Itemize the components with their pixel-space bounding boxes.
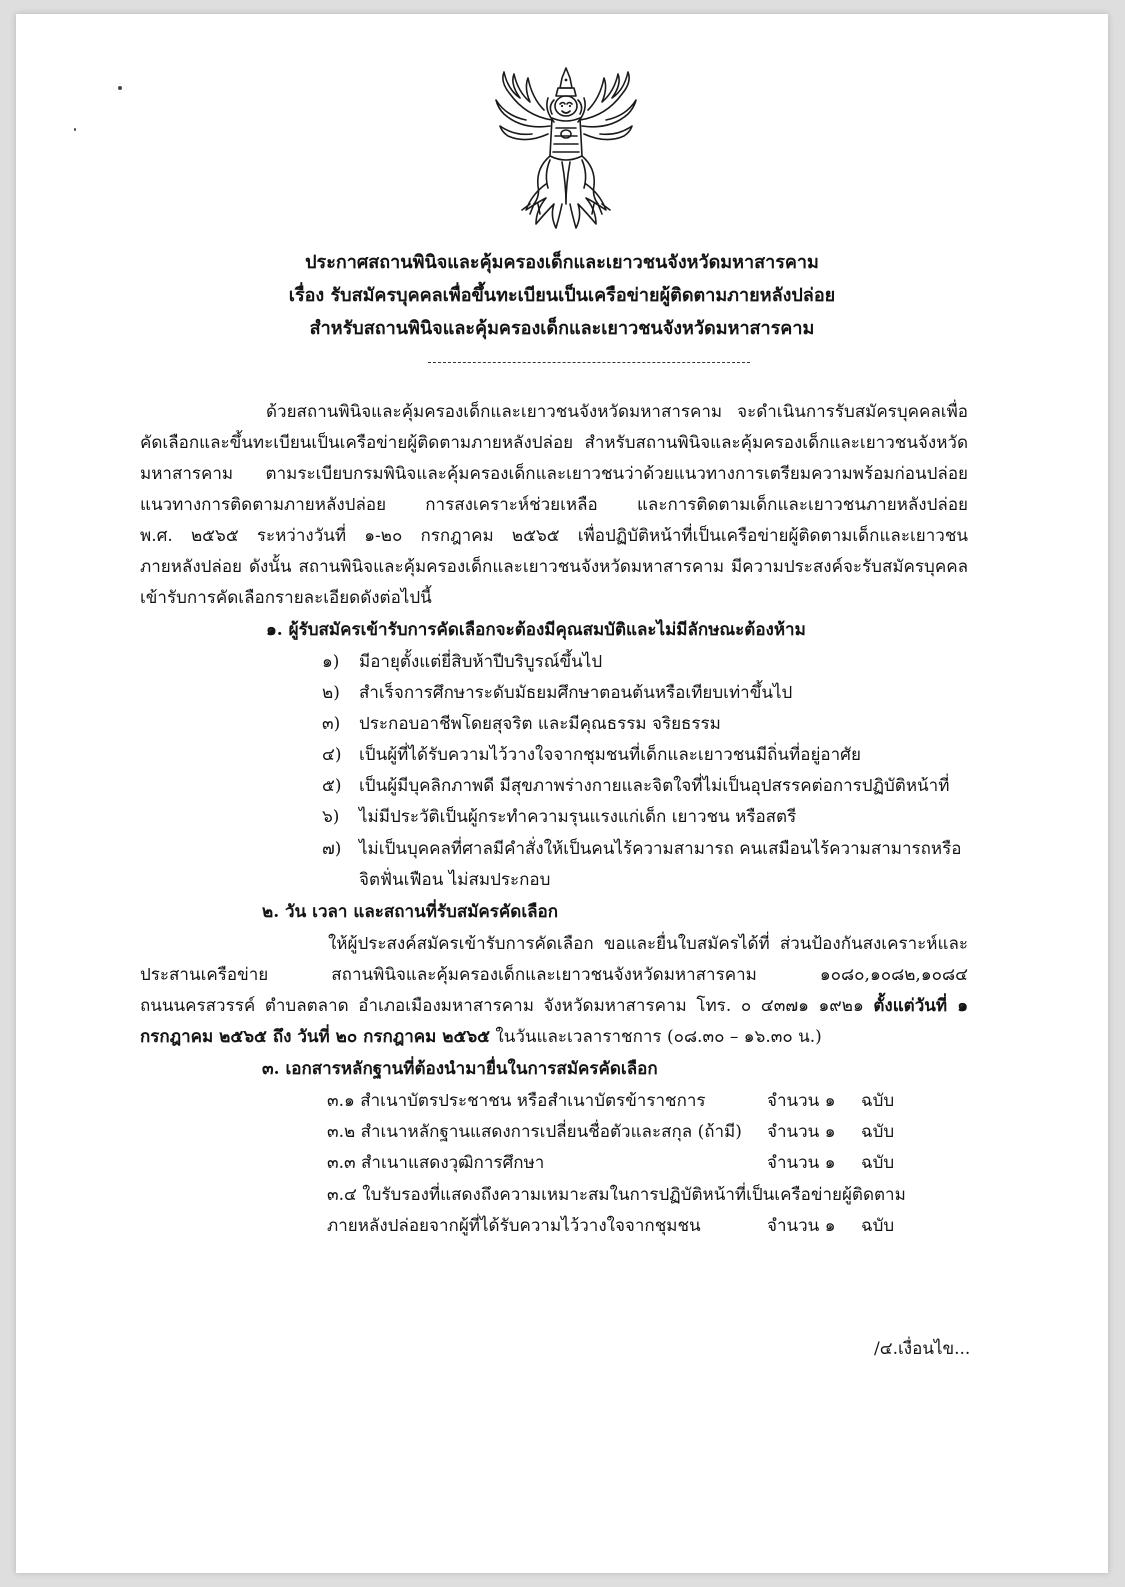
- qualification-item-number: ๒): [322, 683, 340, 703]
- qualification-item-text: เป็นผู้ที่ได้รับความไว้วางใจจากชุมชนที่เด็กและเยาวชนมีถิ่นที่อยู่อาศัย: [359, 745, 861, 765]
- qualification-item: [322, 805, 796, 829]
- document-item: [327, 1120, 927, 1144]
- section-2-heading: ๒. วัน เวลา และสถานที่รับสมัครคัดเลือก: [262, 902, 559, 922]
- intro-line-4: แนวทางการติดตามภายหลังปล่อย การสงเคราะห์ช่วยเหลือ และการติดตามเด็กและเยาวชนภายหลังปล่อย: [140, 495, 968, 515]
- document-item-4-line-2: ภายหลังปล่อยจากผู้ที่ได้รับความไว้วางใจจากชุมชน: [327, 1216, 701, 1236]
- qualification-item-number: ๑): [322, 652, 340, 672]
- intro-line-1: ด้วยสถานพินิจและคุ้มครองเด็กและเยาวชนจังหวัดมหาสารคาม จะดำเนินการรับสมัครบุคคลเพื่อ: [266, 402, 968, 422]
- section-2-line-2: ประสานเครือข่าย สถานพินิจและคุ้มครองเด็กและเยาวชนจังหวัดมหาสารคาม ๑๐๘๐,๑๐๘๒,๑๐๘๔: [140, 965, 968, 985]
- qualification-item-text: เป็นผู้มีบุคลิกภาพดี มีสุขภาพร่างกายและจิตใจที่ไม่เป็นอุปสรรคต่อการปฏิบัติหน้าที่: [359, 776, 950, 796]
- qualification-item-text: สำเร็จการศึกษาระดับมัธยมศึกษาตอนต้นหรือเทียบเท่าขึ้นไป: [359, 683, 793, 703]
- qualification-item: [322, 837, 961, 861]
- qualification-item: [322, 650, 602, 674]
- section-2-date-range: กรกฎาคม ๒๕๖๕ ถึง วันที่ ๒๐ กรกฎาคม ๒๕๖๕: [140, 1027, 491, 1047]
- qualification-item-number: ๕): [322, 776, 342, 796]
- document-item-4-line-1: ๓.๔ ใบรับรองที่แสดงถึงความเหมาะสมในการปฏิบัติหน้าที่เป็นเครือข่ายผู้ติดตาม: [327, 1185, 906, 1205]
- qualification-item-number: ๓): [322, 714, 341, 734]
- document-unit: ฉบับ: [861, 1122, 895, 1142]
- qualification-item-text: ไม่มีประวัติเป็นผู้กระทำความรุนแรงแก่เด็ก เยาวชน หรือสตรี: [359, 807, 797, 827]
- garuda-emblem-icon: [486, 64, 646, 234]
- document-unit: ฉบับ: [861, 1153, 895, 1173]
- document-label: ๓.๓ สำเนาแสดงวุฒิการศึกษา: [327, 1153, 545, 1173]
- scan-speck: [74, 128, 76, 131]
- document-item: [327, 1151, 927, 1175]
- page-continuation-note: /๔.เงื่อนไข...: [874, 1339, 971, 1359]
- qualification-item: [322, 712, 721, 736]
- title-line-3: สำหรับสถานพินิจและคุ้มครองเด็กและเยาวชนจังหวัดมหาสารคาม: [309, 318, 815, 339]
- document-unit: ฉบับ: [861, 1091, 895, 1111]
- qualification-item-text: มีอายุตั้งแต่ยี่สิบห้าปีบริบูรณ์ขึ้นไป: [359, 652, 603, 672]
- section-2-line-4: [140, 1025, 822, 1049]
- document-item-4: [327, 1214, 927, 1238]
- qualification-item: [322, 681, 792, 705]
- section-2-line-1: ให้ผู้ประสงค์สมัครเข้ารับการคัดเลือก ขอและยื่นใบสมัครได้ที่ ส่วนป้องกันสงเคราะห์และ: [328, 934, 968, 954]
- qualification-item-text: ไม่เป็นบุคคลที่ศาลมีคำสั่งให้เป็นคนไร้ความสามารถ คนเสมือนไร้ความสามารถหรือ: [359, 839, 962, 859]
- document-label: ๓.๒ สำเนาหลักฐานแสดงการเปลี่ยนชื่อตัวและสกุล (ถ้ามี): [327, 1122, 742, 1142]
- document-item: [327, 1089, 927, 1113]
- section-1-heading: ๑. ผู้รับสมัครเข้ารับการคัดเลือกจะต้องมีคุณสมบัติและไม่มีลักษณะต้องห้าม: [266, 620, 806, 640]
- intro-line-7: เข้ารับการคัดเลือกรายละเอียดดังต่อไปนี้: [140, 588, 432, 608]
- qualification-item-7-continuation: จิตฟั่นเฟือน ไม่สมประกอบ: [359, 870, 551, 890]
- document-page: [16, 14, 1108, 1573]
- document-unit: ฉบับ: [861, 1216, 895, 1236]
- section-3-heading: ๓. เอกสารหลักฐานที่ต้องนำมายื่นในการสมัครคัดเลือก: [262, 1059, 658, 1079]
- document-count: จำนวน ๑: [767, 1153, 836, 1173]
- announcement-title: [16, 246, 1108, 345]
- qualification-item-number: ๗): [322, 839, 342, 859]
- intro-line-3: มหาสารคาม ตามระเบียบกรมพินิจและคุ้มครองเด็กและเยาวชนว่าด้วยแนวทางการเตรียมความพร้อมก่อนปล่อย: [140, 464, 968, 484]
- section-2-date-start: ตั้งแต่วันที่ ๑: [873, 996, 968, 1016]
- document-count: จำนวน ๑: [767, 1216, 836, 1236]
- title-line-2: เรื่อง รับสมัครบุคคลเพื่อขึ้นทะเบียนเป็นเครือข่ายผู้ติดตามภายหลังปล่อย: [288, 285, 836, 306]
- intro-line-5: พ.ศ. ๒๕๖๕ ระหว่างวันที่ ๑-๒๐ กรกฎาคม ๒๕๖๕ เพื่อปฏิบัติหน้าที่เป็นเครือข่ายผู้ติดตามเด็กและเยาวชน: [140, 526, 968, 546]
- qualification-item-text: ประกอบอาชีพโดยสุจริต และมีคุณธรรม จริยธรรม: [359, 714, 721, 734]
- qualification-item: [322, 774, 949, 798]
- section-2-address: ถนนนครสวรรค์ ตำบลตลาด อำเภอเมืองมหาสารคาม จังหวัดมหาสารคาม โทร. ๐ ๔๓๗๑ ๑๙๒๑: [140, 996, 874, 1016]
- document-count: จำนวน ๑: [767, 1122, 836, 1142]
- intro-line-2: คัดเลือกและขึ้นทะเบียนเป็นเครือข่ายผู้ติดตามภายหลังปล่อย สำหรับสถานพินิจและคุ้มครองเด็กและเยาวชนจังหวัด: [140, 433, 968, 453]
- qualification-item: [322, 743, 861, 767]
- section-2-office-hours: ในวันและเวลาราชการ (๐๘.๓๐ – ๑๖.๓๐ น.): [490, 1027, 822, 1047]
- section-2-line-3: [140, 994, 968, 1018]
- qualification-item-number: ๔): [322, 745, 342, 765]
- title-line-1: ประกาศสถานพินิจและคุ้มครองเด็กและเยาวชนจังหวัดมหาสารคาม: [305, 252, 819, 273]
- title-divider: [428, 362, 750, 363]
- document-label: ๓.๑ สำเนาบัตรประชาชน หรือสำเนาบัตรข้าราชการ: [327, 1091, 706, 1111]
- intro-line-6: ภายหลังปล่อย ดังนั้น สถานพินิจและคุ้มครองเด็กและเยาวชนจังหวัดมหาสารคาม มีความประสงค์จะรับสมัครบุคคล: [140, 557, 968, 577]
- scan-speck: [118, 86, 122, 90]
- qualification-item-number: ๖): [322, 807, 340, 827]
- document-count: จำนวน ๑: [767, 1091, 836, 1111]
